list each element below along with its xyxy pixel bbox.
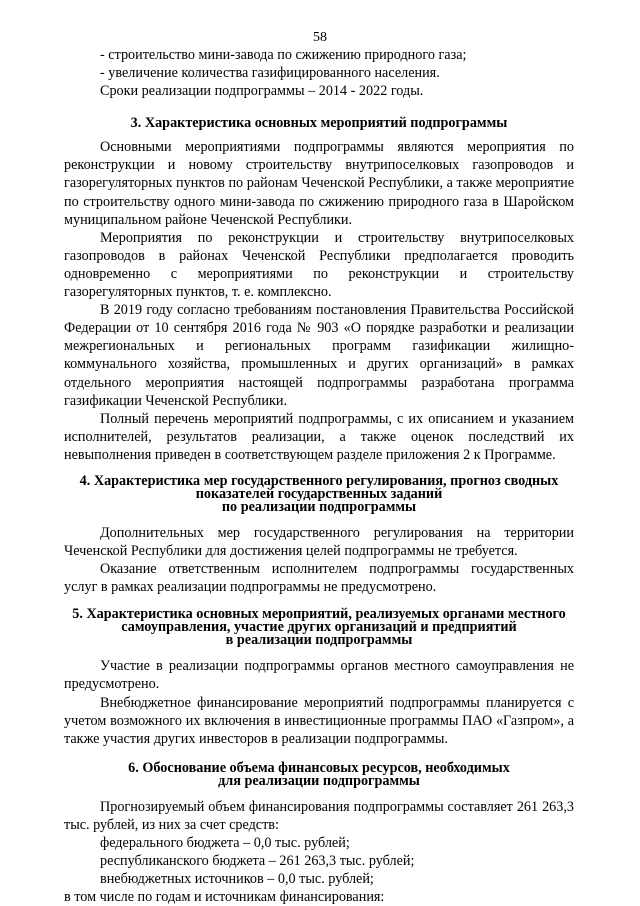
section-5-paragraph: Внебюджетное финансирование мероприятий подпрограммы планируется с учетом возможного их включения в инвестиционные программы ПАО «Газпром», а также участия других инвесторов в реализации подпрограммы. xyxy=(64,694,574,747)
section-5-heading: 5. Характеристика основных мероприятий, реализуемых органами местного самоуправления, участие других организаций и предприятий в реализации подпрограммы xyxy=(72,606,566,649)
section-4-paragraph: Оказание ответственным исполнителем подпрограммы государственных услуг в рамках реализации подпрограммы не предусмотрено. xyxy=(64,561,574,596)
section-3-heading: 3. Характеристика основных мероприятий подпрограммы xyxy=(130,115,508,132)
timeline-text: Сроки реализации подпрограммы – 2014 - 2022 годы. xyxy=(100,83,424,100)
page-content xyxy=(64,46,574,906)
section-5-paragraph: Участие в реализации подпрограммы органов местного самоуправления не предусмотрено. xyxy=(64,658,574,693)
intro-block xyxy=(64,46,574,100)
list-item: - строительство мини-завода по сжижению природного газа; xyxy=(100,47,467,63)
funding-years-intro: в том числе по годам и источникам финансирования: xyxy=(64,889,385,906)
section-3-paragraph: Полный перечень мероприятий подпрограммы, с их описанием и указанием исполнителей, результатов реализации, а также оценок последствий их невыполнения приведен в соответствующем разделе приложения 2 к Программе. xyxy=(64,410,574,463)
section-4-paragraph: Дополнительных мер государственного регулирования на территории Чеченской Республики для достижения целей подпрограммы не требуется. xyxy=(64,524,574,560)
page-number: 58 xyxy=(313,30,327,45)
funding-extrabudget: внебюджетных источников – 0,0 тыс. рублей; xyxy=(100,871,374,888)
section-6-heading: 6. Обоснование объема финансовых ресурсов, необходимых для реализации подпрограммы xyxy=(128,759,510,789)
funding-federal: федерального бюджета – 0,0 тыс. рублей; xyxy=(100,835,350,851)
section-6-paragraph: Прогнозируемый объем финансирования подпрограммы составляет 261 263,3 тыс. рублей, из них за счет средств: xyxy=(64,798,574,833)
section-3-paragraph: В 2019 году согласно требованиям постановления Правительства Российской Федерации от 10 сентября 2016 года № 903 «О порядке разработки и реализации межрегиональных и региональных программ газификации жилищно-коммунального хозяйства, промышленных и других организаций» в рамках отдельного мероприятия настоящей подпрограммы разработана программа газификации Чеченской Республики. xyxy=(64,302,574,409)
section-3-paragraph: Основными мероприятиями подпрограммы являются мероприятия по реконструкции и новому строительству внутрипоселковых газопроводов и газорегуляторных пунктов по районам Чеченской Республики, а также мероприятие по строительству одного мини-завода по сжижению природного газа в Шаройском муниципальном районе Чеченской Республики. xyxy=(64,139,574,228)
section-3-paragraph: Мероприятия по реконструкции и строительству внутрипоселковых газопроводов в районах Чеченской Республики предполагается проводить одновременно с мероприятиями по реконструкции и строительству газорегуляторных пунктов, т. е. комплексно. xyxy=(64,229,574,301)
funding-republican: республиканского бюджета – 261 263,3 тыс. рублей; xyxy=(100,853,415,870)
list-item: - увеличение количества газифицированного населения. xyxy=(100,65,440,82)
section-4-heading: 4. Характеристика мер государственного регулирования, прогноз сводных показателей государственных заданий по реализации подпрограммы xyxy=(79,472,559,515)
